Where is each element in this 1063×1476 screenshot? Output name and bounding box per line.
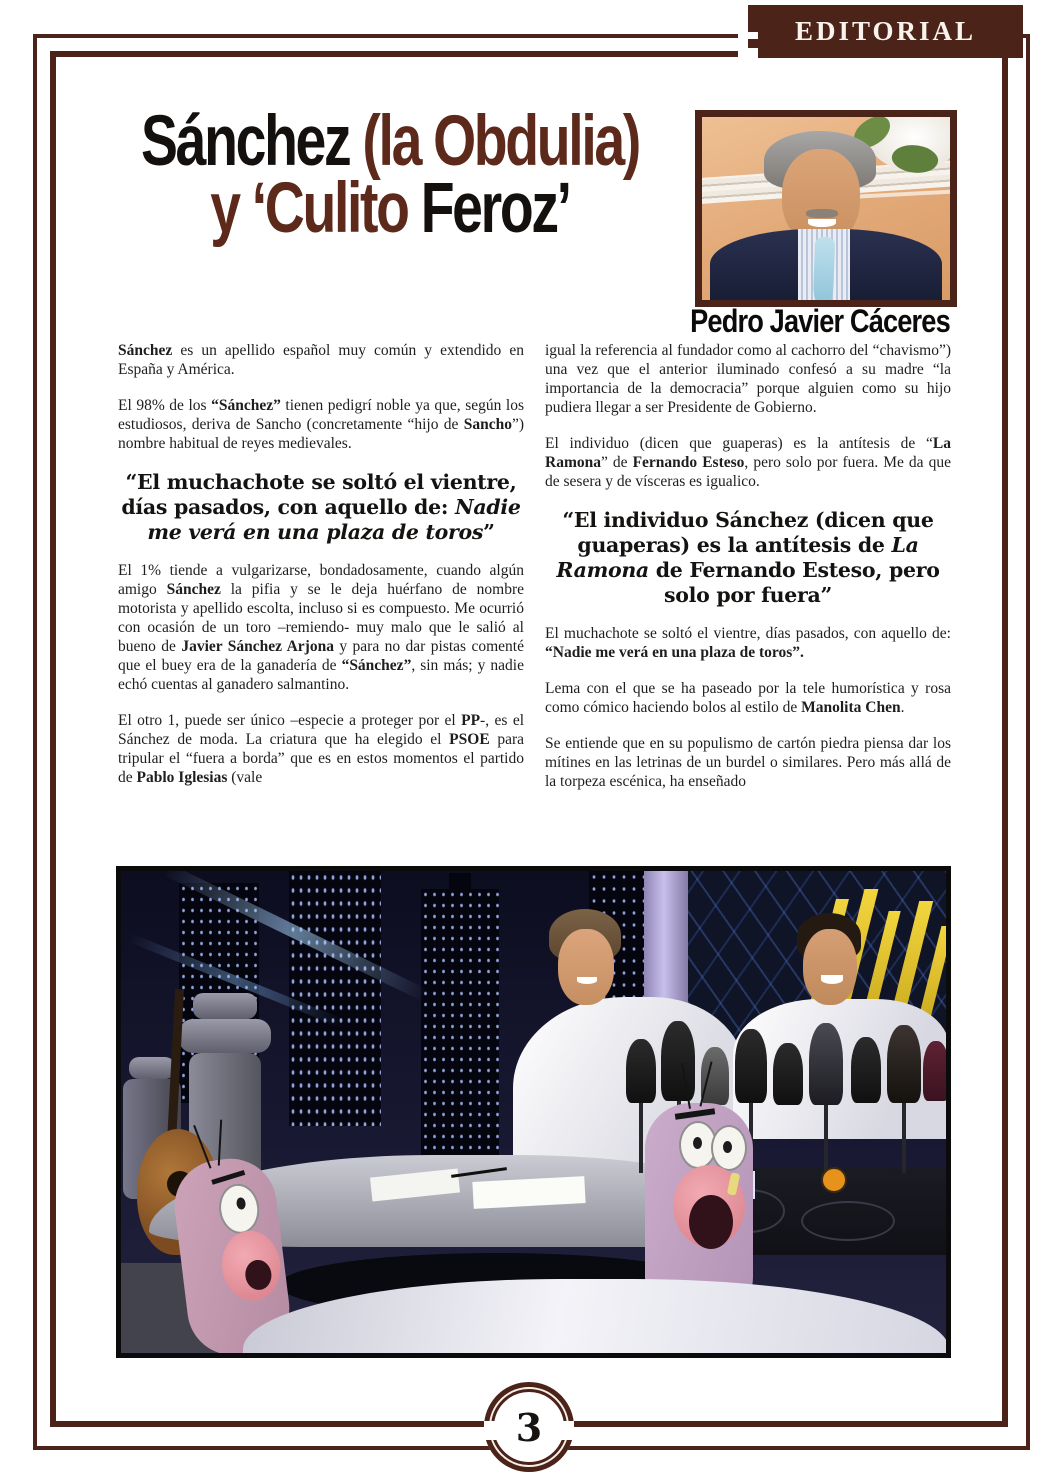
text-run: Sánchez xyxy=(166,581,221,598)
text-run: Manolita Chen xyxy=(801,699,901,716)
page-number: 3 xyxy=(515,1405,543,1450)
host-face xyxy=(558,929,614,1005)
puppet-pupil xyxy=(723,1141,732,1153)
microphone xyxy=(626,1039,656,1103)
text-run: igual la referencia al fundador como al cachorro del “chavismo”) una vez que el anterior iluminado confesó a su madre “la importancia de la democracia” porque alguien como su hijo pudiera llegar a ser Presidente de Gobierno. xyxy=(545,342,951,416)
skyline-building xyxy=(421,889,499,1159)
mic-stand xyxy=(639,1103,643,1173)
text-run: PSOE xyxy=(449,731,490,748)
text-run: “El muchachote se soltó el vientre, días pasados, con aquello de: xyxy=(121,470,517,519)
text-run: Sánchez xyxy=(118,342,173,359)
mic-flag-orange xyxy=(821,1167,847,1193)
text-run: . xyxy=(900,699,905,716)
text-run: ” de xyxy=(600,454,633,471)
text-run: “Sánchez” xyxy=(341,657,412,674)
text-run: ”) nombre habitual de reyes medievales. xyxy=(118,416,524,452)
text-run: y para no dar pistas comenté que el buey era de la ganadería de xyxy=(118,638,524,674)
author-photo xyxy=(695,110,957,307)
text-run: la pifia y se le deja huérfano de nombre motorista y apellido escolta, incluso si es compuesto. Me ocurrió con ocasión de un toro –remiendo- muy malo que le salió al bueno de xyxy=(118,581,524,655)
paragraph xyxy=(545,734,951,791)
paragraph xyxy=(545,679,951,717)
text-run: tienen pedigrí noble ya que, según los estudiosos, deriva de Sancho (concretamente “hijo de xyxy=(118,397,524,433)
text-run: PP xyxy=(461,712,481,729)
text-run: El 98% de los xyxy=(118,397,212,414)
text-run: y ‘Culito xyxy=(210,169,421,249)
guest-face xyxy=(803,929,857,1005)
cable xyxy=(801,1201,895,1241)
editorial-banner xyxy=(748,5,1023,58)
host-smile xyxy=(577,977,597,984)
text-run: es un apellido español muy común y extendido en España y América. xyxy=(118,342,524,378)
pull-quote xyxy=(118,470,524,545)
paragraph xyxy=(118,341,524,379)
article-column-right xyxy=(545,341,951,808)
paragraph xyxy=(545,624,951,662)
text-run: Sánchez xyxy=(141,102,363,181)
paragraph xyxy=(118,396,524,453)
text-run: “El individuo Sánchez (dicen que guaperas) es la antítesis de xyxy=(562,508,934,557)
text-run: El muchachote se soltó el vientre, días pasados, con aquello de: xyxy=(545,625,951,642)
article-title-line1 xyxy=(140,102,639,181)
text-run: -, es el Sánchez de moda. La criatura que ha elegido el xyxy=(118,712,524,748)
text-run: de Fernando Esteso, pero solo por fuera” xyxy=(648,558,940,607)
text-run: (vale xyxy=(227,769,263,786)
article-title-line2 xyxy=(140,169,639,249)
text-run: La Ramona xyxy=(545,435,951,471)
puppet-brow xyxy=(211,1170,245,1185)
author-smile xyxy=(808,219,836,227)
puppet-mouth xyxy=(689,1195,733,1249)
text-run: Lema con el que se ha paseado por la tele humorística y rosa como cómico haciendo bolos al estilo de xyxy=(545,680,951,716)
author-tie xyxy=(813,237,835,306)
microphone xyxy=(923,1041,949,1101)
mic-stand xyxy=(902,1103,906,1173)
text-run: Sancho xyxy=(463,416,512,433)
text-run: Fernando Esteso xyxy=(632,454,745,471)
paragraph xyxy=(118,561,524,694)
paragraph xyxy=(545,434,951,491)
microphone xyxy=(773,1043,803,1105)
text-run: Feroz’ xyxy=(420,169,570,249)
robot-tower xyxy=(179,1019,271,1053)
mic-stand xyxy=(824,1105,828,1171)
microphone xyxy=(661,1021,695,1101)
text-run: El 1% tiende a vulgarizarse, bondadosamente, cuando algún amigo xyxy=(118,562,524,598)
puppet-pupil xyxy=(693,1137,702,1149)
text-run: (la Obdulia) xyxy=(362,102,639,181)
author-moustache xyxy=(806,209,838,218)
text-run: Se entiende que en su populismo de cartón piedra piensa dar los mítines en las letrinas de un burdel o similares. Pero más allá de la torpeza escénica, ha enseñado xyxy=(545,735,951,790)
guest-smile xyxy=(821,975,843,984)
robot-tower xyxy=(193,993,257,1019)
text-run: , pero solo por fuera. Me da que de sesera y de vísceras es igualico. xyxy=(545,454,951,490)
text-run: Pablo Iglesias xyxy=(136,769,228,786)
banner-notch xyxy=(738,48,758,58)
text-run: para tripular el “fuera a borda” que es en estos momentos el partido de xyxy=(118,731,525,786)
microphone xyxy=(735,1029,767,1103)
article-title xyxy=(70,102,710,249)
paragraph xyxy=(545,341,951,417)
robot-tower xyxy=(129,1057,175,1079)
banner-notch xyxy=(738,32,758,39)
text-run: La Ramona xyxy=(556,533,919,582)
text-run: El otro 1, puede ser único –especie a proteger por el xyxy=(118,712,462,729)
microphone xyxy=(809,1023,843,1105)
text-run: Javier Sánchez Arjona xyxy=(181,638,334,655)
text-run: Nadie me verá en una plaza de toros xyxy=(147,495,521,544)
puppet-brow xyxy=(675,1108,715,1120)
skyline-building xyxy=(289,871,381,1126)
text-run: ” xyxy=(483,520,495,544)
pull-quote xyxy=(545,508,951,608)
microphone xyxy=(887,1025,921,1103)
text-run: El individuo (dicen que guaperas) es la antítesis de “ xyxy=(545,435,933,452)
paragraph xyxy=(118,711,524,787)
text-run: “Sánchez” xyxy=(211,397,281,414)
byline-author: Pedro Javier Cáceres xyxy=(690,303,950,339)
studio-photo xyxy=(116,866,951,1358)
text-run: , sin más; y nadie echó cuentas al ganadero salmantino. xyxy=(118,657,524,693)
text-run: “Nadie me verá en una plaza de toros”. xyxy=(545,644,804,661)
microphone xyxy=(851,1037,881,1103)
article-column-left xyxy=(118,341,524,804)
editorial-banner-label: EDITORIAL xyxy=(794,16,977,46)
microphone xyxy=(701,1047,729,1105)
